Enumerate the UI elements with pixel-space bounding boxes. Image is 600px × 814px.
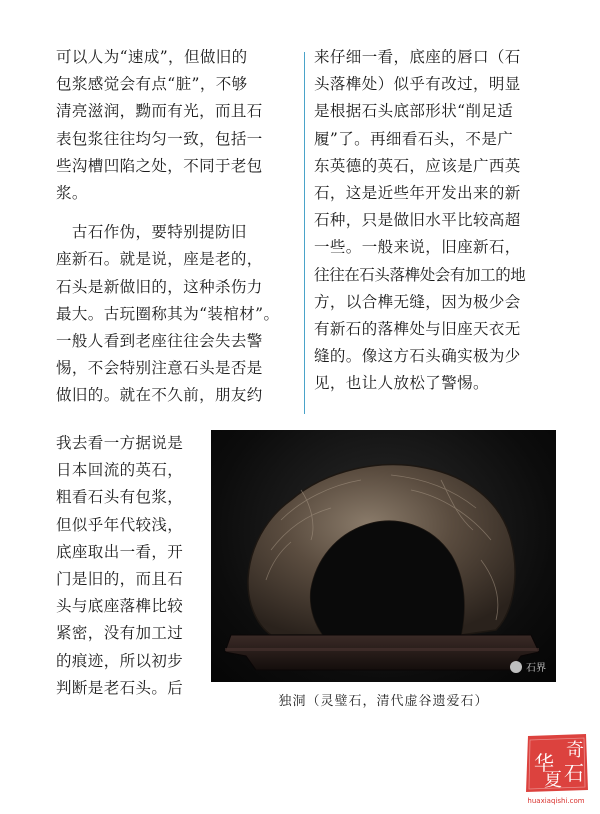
text-line: 古石作伪，要特别提防旧 [56,223,247,242]
text-line: 包浆感觉会有点“脏”，不够 [56,75,248,94]
text-line: 有新石的落榫处与旧座天衣无 [314,319,521,338]
text-line: 底座取出一看，开 [56,542,184,561]
site-seal-logo [520,730,592,808]
text-line: 可以人为“速成”，但做旧的 [56,48,248,66]
text-line: 座新石。就是说，座是老的， [56,250,263,269]
text-line: 惕，不会特别注意石头是否是 [56,359,263,378]
text-line: 浆。 [56,183,88,202]
text-line: 方，以合榫无缝，因为极少会 [314,292,521,311]
text-line: 表包浆往往均匀一致，包括一 [56,129,263,148]
text-line: 我去看一方据说是 [56,434,184,452]
text-line: 一般人看到老座往往会失去警 [56,331,263,350]
seal-icon [520,730,592,808]
photo-watermark [510,659,546,674]
text-line: 来仔细一看，底座的唇口（石 [314,48,521,66]
text-line: 履”了。再细看石头，不是广 [314,129,514,148]
stone-illustration [211,430,556,682]
stone-photo [211,430,556,682]
text-line: 一些。一般来说，旧座新石， [314,238,521,257]
text-line: 石头是新做旧的，这种杀伤力 [56,277,263,296]
photo-caption: 独洞（灵璧石，清代虚谷遗爱石） [278,694,489,709]
text-line: 是根据石头底部形状“削足适 [314,102,514,121]
seal-char-left: 华 [534,751,554,775]
text-line: 石，这是近些年开发出来的新 [314,183,521,202]
wechat-icon [510,661,522,673]
text-line: 往往在石头落榫处会有加工的地 [314,265,526,284]
text-line: 紧密，没有加工过 [56,624,184,643]
text-line: 门是旧的，而且石 [56,569,184,588]
right-column [314,44,554,397]
wooden-base [225,635,539,670]
photo-watermark-text: 石界 [526,663,546,674]
seal-char-top: 奇 [566,740,584,761]
text-line: 判断是老石头。后 [56,678,184,697]
text-line: 最大。古玩圈称其为“装棺材”。 [56,304,280,323]
text-line: 的痕迹，所以初步 [56,651,184,670]
text-line: 东英德的英石，应该是广西英 [314,156,521,175]
text-line: 见，也让人放松了警惕。 [314,374,489,393]
seal-char-bottom: 夏 [544,770,562,791]
left-lower-column [56,430,206,702]
seal-char-right: 石 [564,761,584,785]
text-line: 做旧的。就在不久前，朋友约 [56,386,263,405]
column-divider [304,52,305,414]
text-line: 缝的。像这方石头确实极为少 [314,347,521,366]
text-line: 清亮滋润，黝而有光，而且石 [56,102,263,121]
text-line: 头落榫处）似乎有改过，明显 [314,75,521,94]
text-line: 日本回流的英石， [56,461,184,480]
left-column [56,44,296,409]
text-line: 但似乎年代较浅， [56,515,184,534]
seal-url: huaxiaqishi.com [527,797,585,805]
text-line: 些沟槽凹陷之处，不同于老包 [56,156,263,175]
text-line: 粗看石头有包浆， [56,488,184,507]
text-line: 头与底座落榫比较 [56,597,184,616]
text-line: 石种，只是做旧水平比较高超 [314,211,521,230]
